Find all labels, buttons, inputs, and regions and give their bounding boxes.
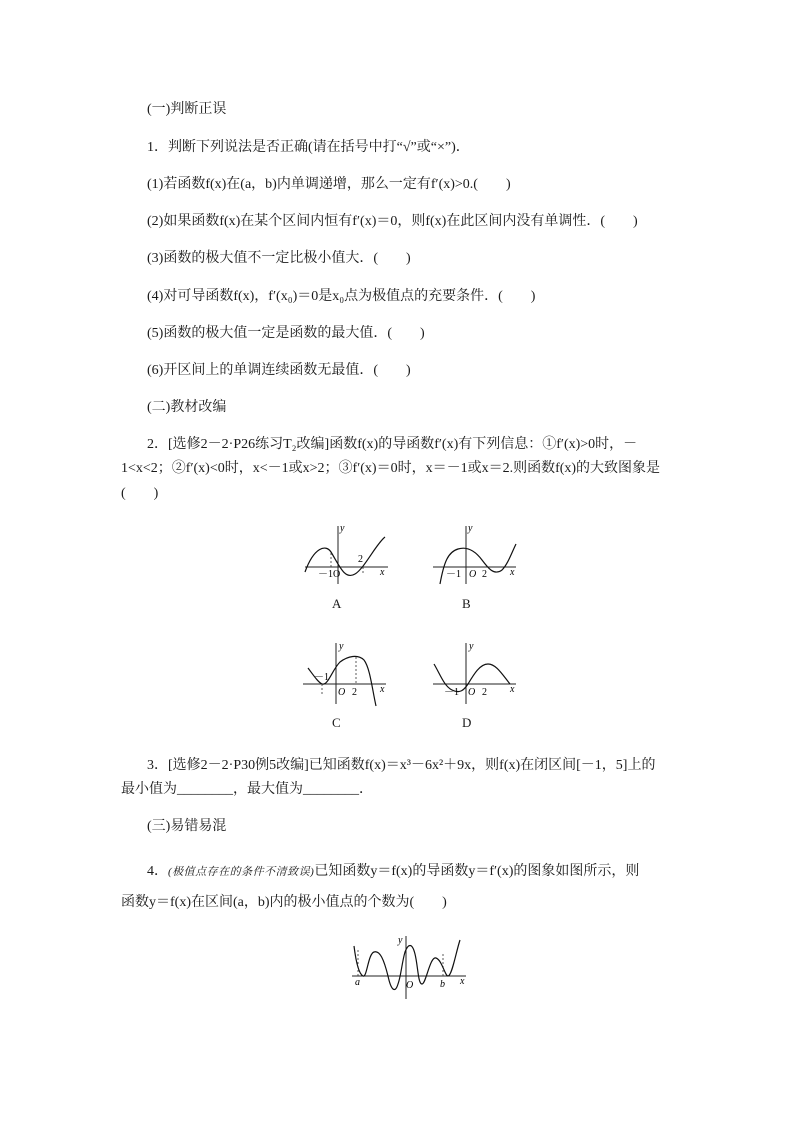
graph-a-neg1o-label: －1O (318, 569, 341, 580)
option-b-label: B (462, 596, 471, 611)
graph-q4-y-label: y (398, 935, 403, 946)
graph-a-y-label: y (340, 523, 345, 534)
graph-c-y-label: y (339, 641, 344, 652)
section-2-title: (二)教材改编 (147, 400, 227, 415)
graph-q4 (350, 932, 475, 1000)
question-1-item-3: (3)函数的极大值不一定比极小值大．( ) (147, 251, 411, 266)
graph-b-two-label: 2 (482, 569, 487, 580)
graph-d-o-label: O (468, 687, 476, 698)
question-2-line-3: ( ) (121, 486, 159, 501)
section-1-title: (一)判断正误 (147, 102, 227, 117)
graph-c (300, 640, 395, 708)
graph-d-neg1-label: －1 (444, 687, 459, 698)
graph-b-y-label: y (468, 523, 473, 534)
graph-c-neg1-label: －1 (314, 672, 329, 683)
graph-q4-b-label: b (440, 979, 445, 990)
graph-c-two-label: 2 (352, 687, 357, 698)
graph-d-y-label: y (469, 641, 474, 652)
graph-b-x-label: x (510, 567, 515, 578)
question-3-line-1: 3．[选修2－2·P30例5改编]已知函数f(x)＝x³－6x²＋9x，则f(x)在闭区间[－1，5]上的 (147, 758, 656, 773)
question-2-line-2: 1<x<2；②f′(x)<0时，x<－1或x>2；③f′(x)＝0时，x＝－1或x＝2.则函数f(x)的大致图象是 (121, 461, 661, 476)
question-4-line-1-rest: 已知函数y＝f(x)的导函数y＝f′(x)的图象如图所示，则 (314, 864, 640, 879)
question-2-line-1: 2．[选修2－2·P26练习T₂改编]函数f(x)的导函数f′(x)有下列信息：①f′(x)>0时，－ (147, 437, 638, 452)
question-4-number: 4． (147, 864, 168, 879)
graph-c-o-label: O (338, 687, 346, 698)
option-c-label: C (332, 715, 341, 730)
question-1-item-2: (2)如果函数f(x)在某个区间内恒有f′(x)＝0，则f(x)在此区间内没有单调性．( ) (147, 214, 638, 229)
graph-q4-o-label: O (406, 980, 414, 991)
question-1-item-1: (1)若函数f(x)在(a，b)内单调递增，那么一定有f′(x)>0.( ) (147, 177, 511, 192)
question-1-stem: 1．判断下列说法是否正确(请在括号中打“√”或“×”)． (147, 140, 470, 155)
graph-d-x-label: x (510, 684, 515, 695)
graph-a-x-label: x (380, 567, 385, 578)
question-1-item-6: (6)开区间上的单调连续函数无最值．( ) (147, 363, 411, 378)
question-4-line-2: 函数y＝f(x)在区间(a，b)内的极小值点的个数为( ) (121, 895, 447, 910)
question-4-line-1 (147, 863, 639, 881)
graph-d-two-label: 2 (482, 687, 487, 698)
graph-b (430, 522, 525, 587)
option-d-label: D (462, 715, 472, 730)
question-4-tag: (极值点存在的条件不清致误) (168, 866, 315, 878)
graph-a-curve (305, 537, 385, 575)
graph-c-x-label: x (380, 684, 385, 695)
graph-q4-x-label: x (460, 976, 465, 987)
question-1-item-4: (4)对可导函数f(x)，f′(x₀)＝0是x₀点为极值点的充要条件．( ) (147, 289, 536, 304)
option-a-label: A (332, 596, 342, 611)
question-3-line-2: 最小值为________，最大值为________． (121, 782, 373, 797)
graph-d (430, 640, 525, 708)
graph-b-neg1-label: －1 (446, 569, 461, 580)
graph-q4-a-label: a (355, 977, 360, 988)
question-1-item-5: (5)函数的极大值一定是函数的最大值．( ) (147, 326, 425, 341)
graph-a-two-label: 2 (358, 554, 363, 565)
graph-a (300, 522, 395, 587)
graph-b-o-label: O (469, 569, 477, 580)
section-3-title: (三)易错易混 (147, 819, 227, 834)
